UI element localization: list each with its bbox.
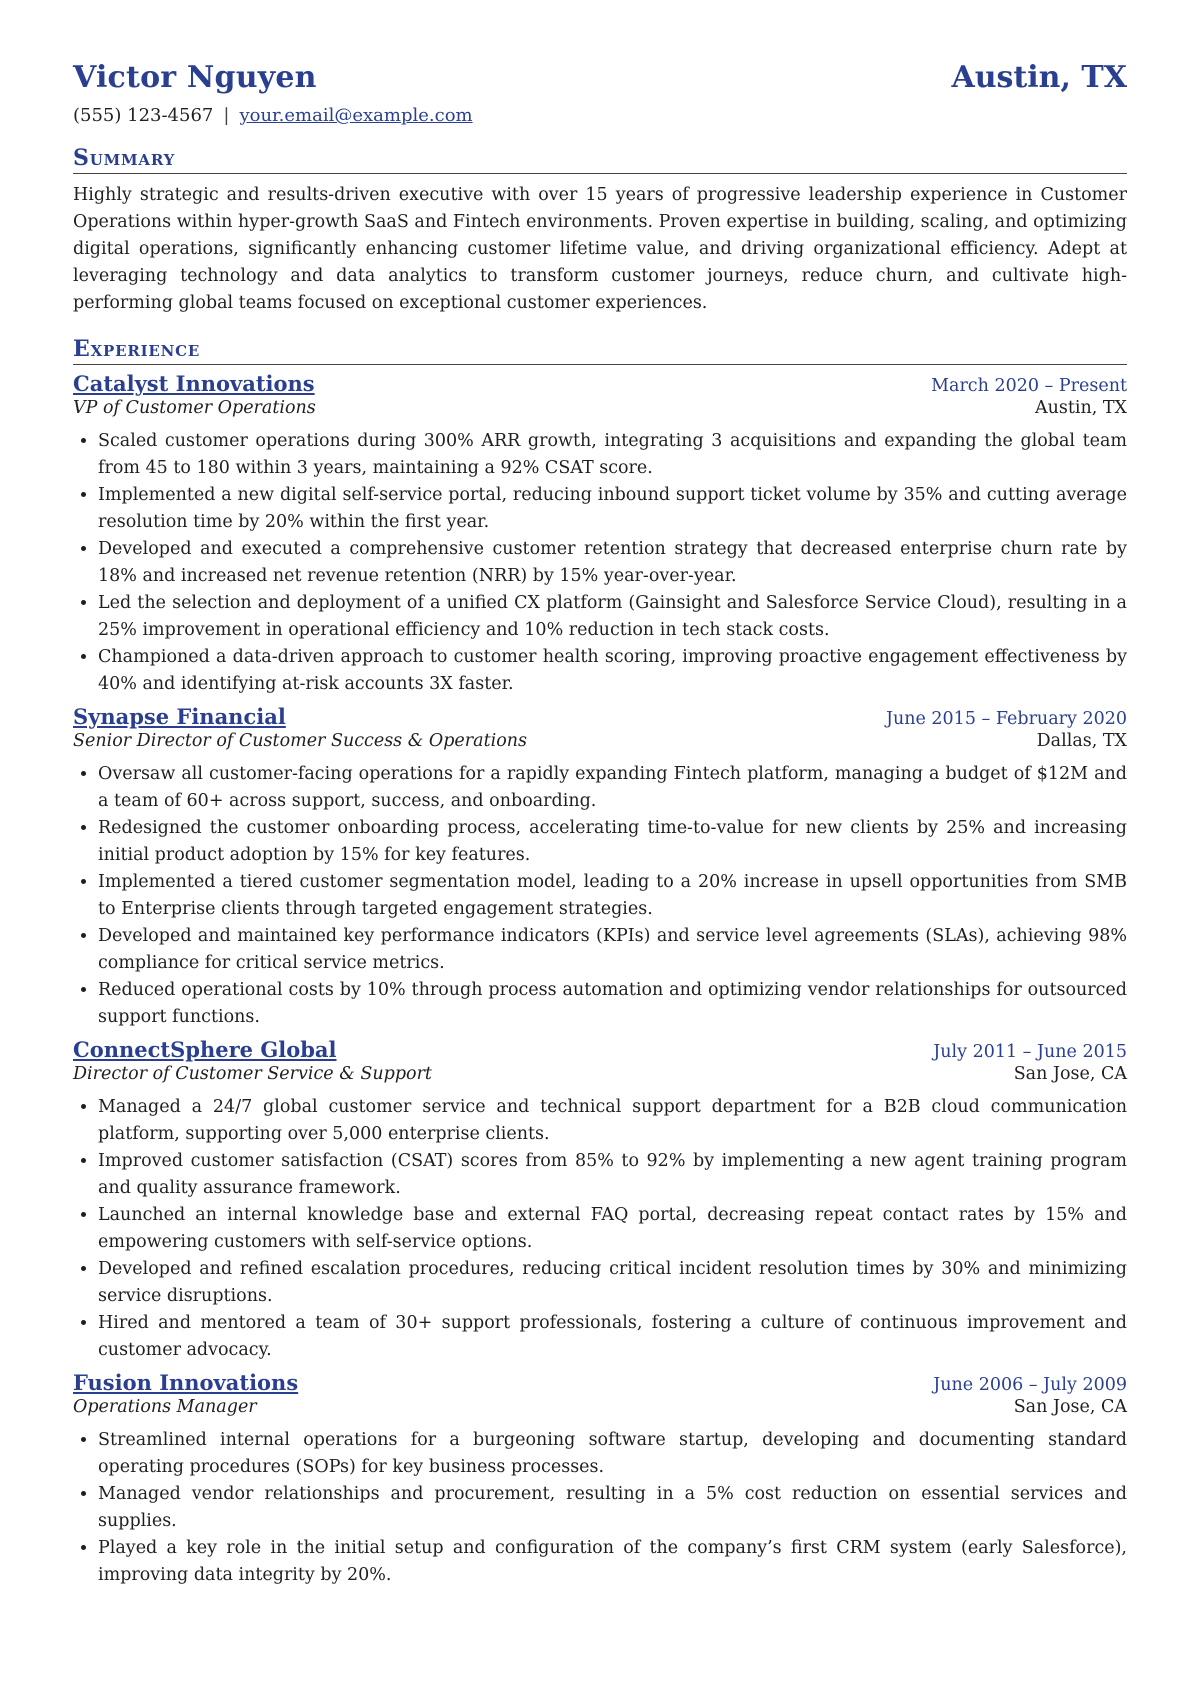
job-bullets xyxy=(73,761,1127,1031)
job-entry xyxy=(73,1037,1127,1364)
email-link[interactable]: your.email@example.com xyxy=(239,105,473,126)
job-location: Austin, TX xyxy=(1034,398,1127,418)
job-bullets xyxy=(73,1427,1127,1589)
bullet-item: • Hired and mentored a team of 30+ support professionals, fostering a culture of continuous improvement and customer advocacy. xyxy=(98,1310,1127,1364)
job-location: Dallas, TX xyxy=(1036,731,1127,751)
job-title: Senior Director of Customer Success & Operations xyxy=(73,731,527,751)
job-bullets xyxy=(73,1094,1127,1364)
job-location: San Jose, CA xyxy=(1013,1064,1127,1084)
job-dates: June 2015 – February 2020 xyxy=(885,709,1127,729)
job-title: VP of Customer Operations xyxy=(73,398,316,418)
phone-number: (555) 123-4567 xyxy=(73,105,214,126)
job-entry xyxy=(73,704,1127,1031)
resume-page xyxy=(73,60,1127,1589)
bullet-item: • Played a key role in the initial setup and configuration of the company’s first CRM system (early Salesforce), improving data integrity by 20%. xyxy=(98,1535,1127,1589)
bullet-item: • Developed and executed a comprehensive customer retention strategy that decreased enterprise churn rate by 18% and increased net revenue retention (NRR) by 15% year-over-year. xyxy=(98,536,1127,590)
bullet-item: • Reduced operational costs by 10% through process automation and optimizing vendor relationships for outsourced support functions. xyxy=(98,977,1127,1031)
bullet-item: • Managed a 24/7 global customer service and technical support department for a B2B cloud communication platform, supporting over 5,000 enterprise clients. xyxy=(98,1094,1127,1148)
job-entry xyxy=(73,371,1127,698)
job-bullets xyxy=(73,428,1127,698)
job-title: Director of Customer Service & Support xyxy=(73,1064,432,1084)
summary-heading: Summary xyxy=(73,144,1127,174)
contact-separator: | xyxy=(223,105,230,126)
company-name[interactable]: ConnectSphere Global xyxy=(73,1037,337,1062)
bullet-item: • Led the selection and deployment of a unified CX platform (Gainsight and Salesforce Service Cloud), resulting in a 25% improvement in operational efficiency and 10% reduction in tech stack costs. xyxy=(98,590,1127,644)
bullet-item: • Developed and refined escalation procedures, reducing critical incident resolution times by 30% and minimizing service disruptions. xyxy=(98,1256,1127,1310)
bullet-item: • Scaled customer operations during 300% ARR growth, integrating 3 acquisitions and expanding the global team from 45 to 180 within 3 years, maintaining a 92% CSAT score. xyxy=(98,428,1127,482)
header xyxy=(73,60,1127,95)
company-name[interactable]: Fusion Innovations xyxy=(73,1370,299,1395)
job-dates: July 2011 – June 2015 xyxy=(933,1042,1127,1062)
company-name[interactable]: Synapse Financial xyxy=(73,704,286,729)
bullet-item: • Implemented a new digital self-service portal, reducing inbound support ticket volume by 35% and cutting average resolution time by 20% within the first year. xyxy=(98,482,1127,536)
experience-heading: Experience xyxy=(73,335,1127,365)
bullet-item: • Developed and maintained key performance indicators (KPIs) and service level agreements (SLAs), achieving 98% compliance for critical service metrics. xyxy=(98,923,1127,977)
summary-text: Highly strategic and results-driven executive with over 15 years of progressive leadership experience in Customer Operations within hyper-growth SaaS and Fintech environments. Proven expertise in building, scaling, and optimizing digital operations, significantly enhancing customer lifetime value, and driving organizational efficiency. Adept at leveraging technology and data analytics to transform customer journeys, reduce churn, and cultivate high-performing global teams focused on exceptional customer experiences. xyxy=(73,185,1127,313)
bullet-item: • Redesigned the customer onboarding process, accelerating time-to-value for new clients by 25% and increasing initial product adoption by 15% for key features. xyxy=(98,815,1127,869)
header-location: Austin, TX xyxy=(951,60,1127,95)
bullet-item: • Improved customer satisfaction (CSAT) scores from 85% to 92% by implementing a new agent training program and quality assurance framework. xyxy=(98,1148,1127,1202)
bullet-item: • Oversaw all customer-facing operations for a rapidly expanding Fintech platform, managing a budget of $12M and a team of 60+ across support, success, and onboarding. xyxy=(98,761,1127,815)
bullet-item: • Championed a data-driven approach to customer health scoring, improving proactive engagement effectiveness by 40% and identifying at-risk accounts 3X faster. xyxy=(98,644,1127,698)
contact-line xyxy=(73,105,1127,126)
job-location: San Jose, CA xyxy=(1013,1397,1127,1417)
job-title: Operations Manager xyxy=(73,1397,257,1417)
bullet-item: • Launched an internal knowledge base and external FAQ portal, decreasing repeat contact rates by 15% and empowering customers with self-service options. xyxy=(98,1202,1127,1256)
candidate-name: Victor Nguyen xyxy=(73,60,317,95)
job-entry xyxy=(73,1370,1127,1589)
company-name[interactable]: Catalyst Innovations xyxy=(73,371,315,396)
bullet-item: • Managed vendor relationships and procurement, resulting in a 5% cost reduction on essential services and supplies. xyxy=(98,1481,1127,1535)
bullet-item: • Streamlined internal operations for a burgeoning software startup, developing and documenting standard operating procedures (SOPs) for key business processes. xyxy=(98,1427,1127,1481)
job-dates: June 2006 – July 2009 xyxy=(933,1375,1127,1395)
job-dates: March 2020 – Present xyxy=(931,376,1127,396)
bullet-item: • Implemented a tiered customer segmentation model, leading to a 20% increase in upsell opportunities from SMB to Enterprise clients through targeted engagement strategies. xyxy=(98,869,1127,923)
